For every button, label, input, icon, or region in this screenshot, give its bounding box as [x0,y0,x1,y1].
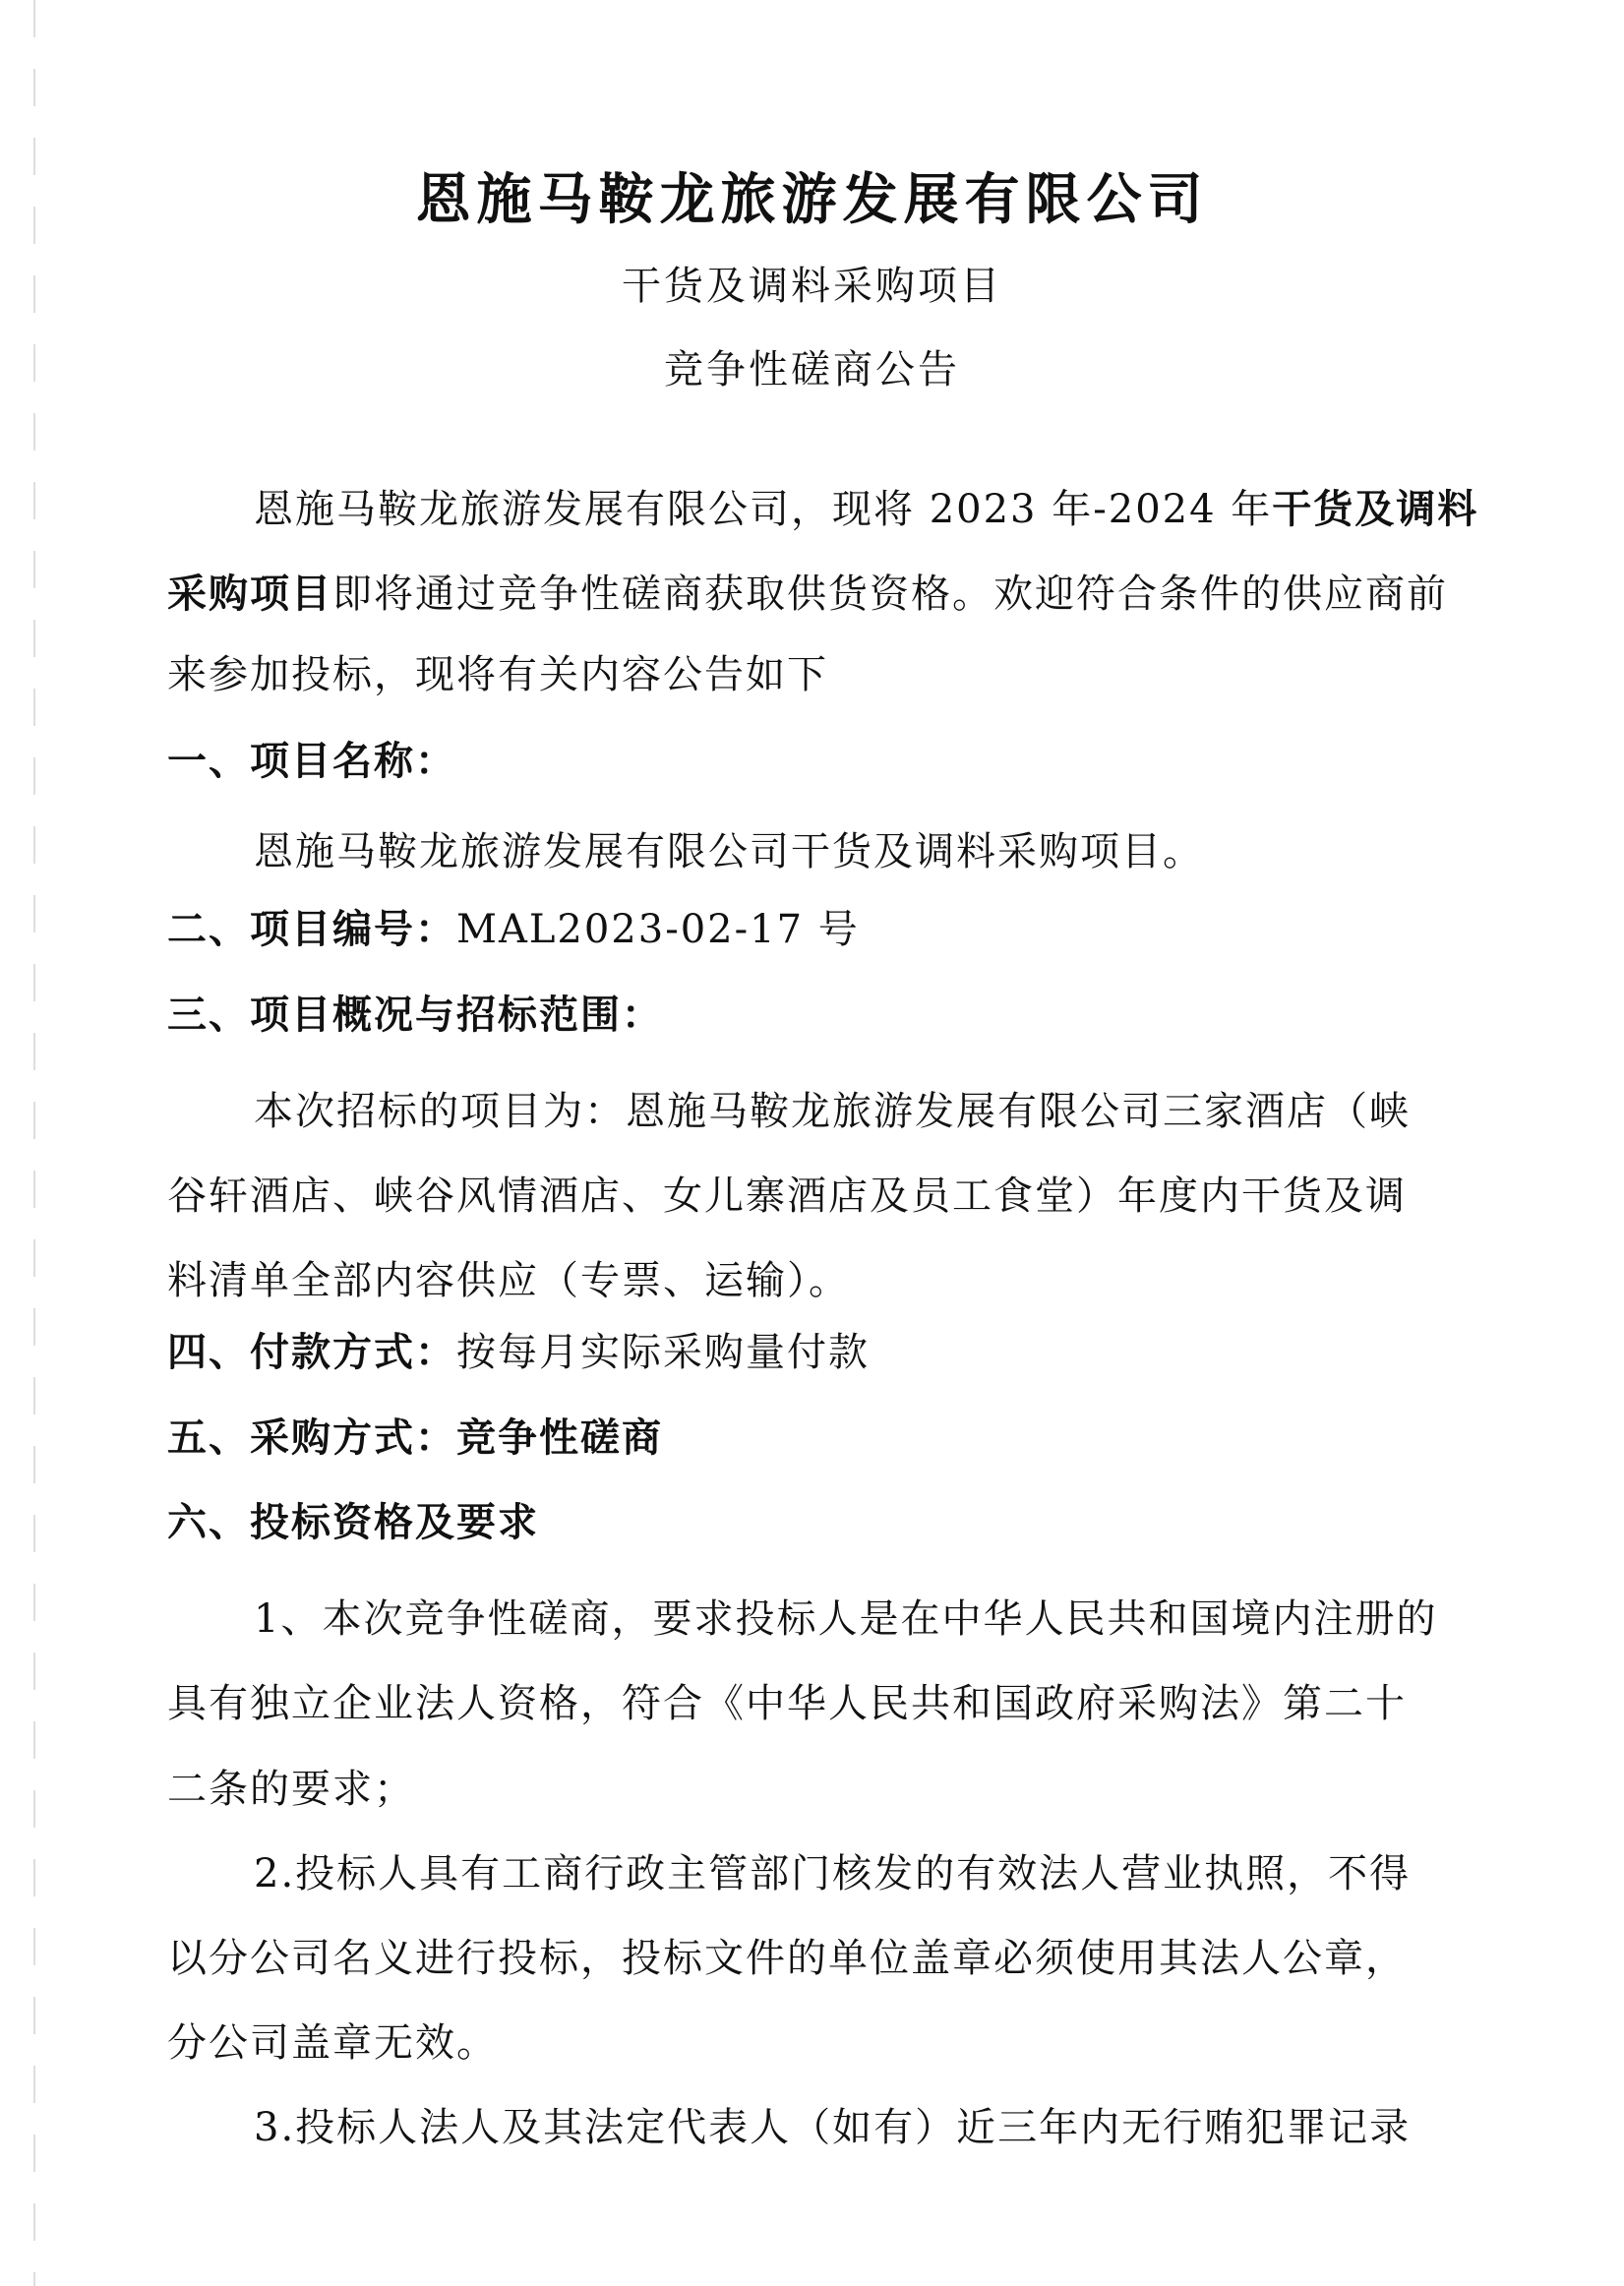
intro-line-2 [167,569,1495,620]
section-6-item-2-line-1: 2.投标人具有工商行政主管部门核发的有效法人营业执照，不得 [254,1851,1412,1896]
section-6-item-2-line-3: 分公司盖章无效。 [167,2020,498,2066]
section-4 [167,1327,1495,1378]
section-6-item-3-line-1: 3.投标人法人及其法定代表人（如有）近三年内无行贿犯罪记录 [254,2105,1412,2150]
section-6-item-1-line-1: 1、本次竞争性磋商，要求投标人是在中华人民共和国境内注册的 [254,1596,1438,1642]
document-subtitle-notice: 竞争性磋商公告 [664,347,960,392]
section-1-heading: 一、项目名称： [167,738,456,784]
section-4-value: 按每月实际采购量付款 [456,1330,870,1375]
section-3-line-3: 料清单全部内容供应（专票、运输）。 [167,1258,850,1303]
section-6-item-2-line-2: 以分公司名义进行投标，投标文件的单位盖章必须使用其法人公章， [167,1936,1407,1981]
section-6-item-1-line-3: 二条的要求； [167,1767,415,1812]
section-5 [167,1413,1495,1464]
document-subtitle-project: 干货及调料采购项目 [622,264,1002,309]
section-5-value: 竞争性磋商 [456,1414,663,1461]
section-4-heading: 四、付款方式： [167,1329,456,1375]
section-2 [167,904,1495,955]
section-2-heading: 二、项目编号： [167,906,456,952]
section-6-item-1-line-2: 具有独立企业法人资格，符合《中华人民共和国政府采购法》第二十 [167,1681,1407,1726]
scan-edge-artifact [33,0,35,2286]
section-5-heading: 五、采购方式： [167,1414,456,1461]
section-2-value: MAL2023-02-17 号 [456,907,860,952]
section-6-heading: 六、投标资格及要求 [167,1499,539,1545]
intro-line-2-text: 即将通过竞争性磋商获取供货资格。欢迎符合条件的供应商前 [332,572,1448,617]
intro-line-2-bold: 采购项目 [167,571,332,617]
section-3-line-2: 谷轩酒店、峡谷风情酒店、女儿寨酒店及员工食堂）年度内干货及调 [167,1173,1407,1219]
section-3-line-1: 本次招标的项目为：恩施马鞍龙旅游发展有限公司三家酒店（峡 [254,1089,1411,1134]
document-title: 恩施马鞍龙旅游发展有限公司 [415,167,1209,232]
intro-line-1-text: 恩施马鞍龙旅游发展有限公司，现将 2023 年-2024 年 [254,487,1273,532]
intro-line-1 [254,484,1582,535]
section-1-body: 恩施马鞍龙旅游发展有限公司干货及调料采购项目。 [254,829,1204,874]
section-3-heading: 三、项目概况与招标范围： [167,992,663,1038]
intro-line-3: 来参加投标，现将有关内容公告如下 [167,652,828,697]
intro-line-1-bold: 干货及调料 [1272,486,1479,532]
